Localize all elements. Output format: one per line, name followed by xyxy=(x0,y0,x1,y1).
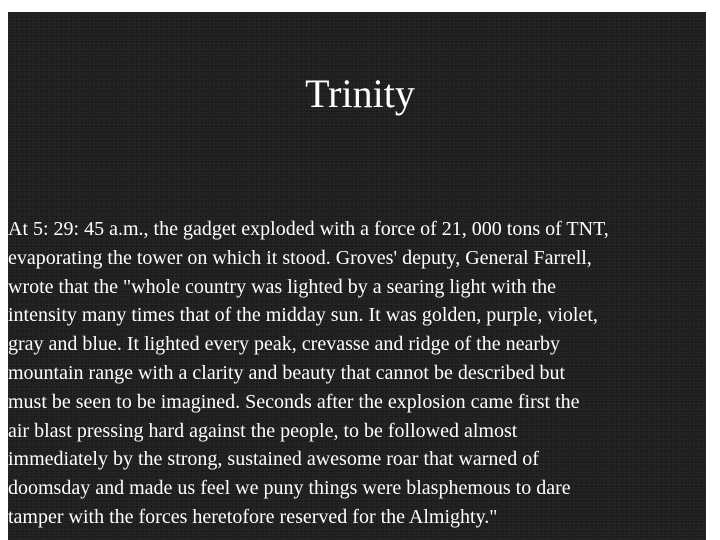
slide-body-text xyxy=(8,215,714,532)
body-line: must be seen to be imagined. Seconds after the explosion came first the xyxy=(8,390,580,413)
body-line: air blast pressing hard against the people, to be followed almost xyxy=(8,419,518,442)
body-line: doomsday and made us feel we puny things were blasphemous to dare xyxy=(8,477,571,500)
body-line: immediately by the strong, sustained awesome roar that warned of xyxy=(8,448,539,471)
body-line: gray and blue. It lighted every peak, crevasse and ridge of the nearby xyxy=(8,333,560,356)
body-line: mountain range with a clarity and beauty that cannot be described but xyxy=(8,361,566,384)
slide-title: Trinity xyxy=(305,71,415,116)
body-line: intensity many times that of the midday sun. It was golden, purple, violet, xyxy=(8,304,598,327)
body-line: wrote that the "whole country was lighted by a searing light with the xyxy=(8,275,557,298)
body-line: evaporating the tower on which it stood. Groves' deputy, General Farrell, xyxy=(8,246,592,269)
body-line: tamper with the forces heretofore reserved for the Almighty." xyxy=(8,505,498,528)
body-line: At 5: 29: 45 a.m., the gadget exploded with a force of 21, 000 tons of TNT, xyxy=(8,218,609,240)
